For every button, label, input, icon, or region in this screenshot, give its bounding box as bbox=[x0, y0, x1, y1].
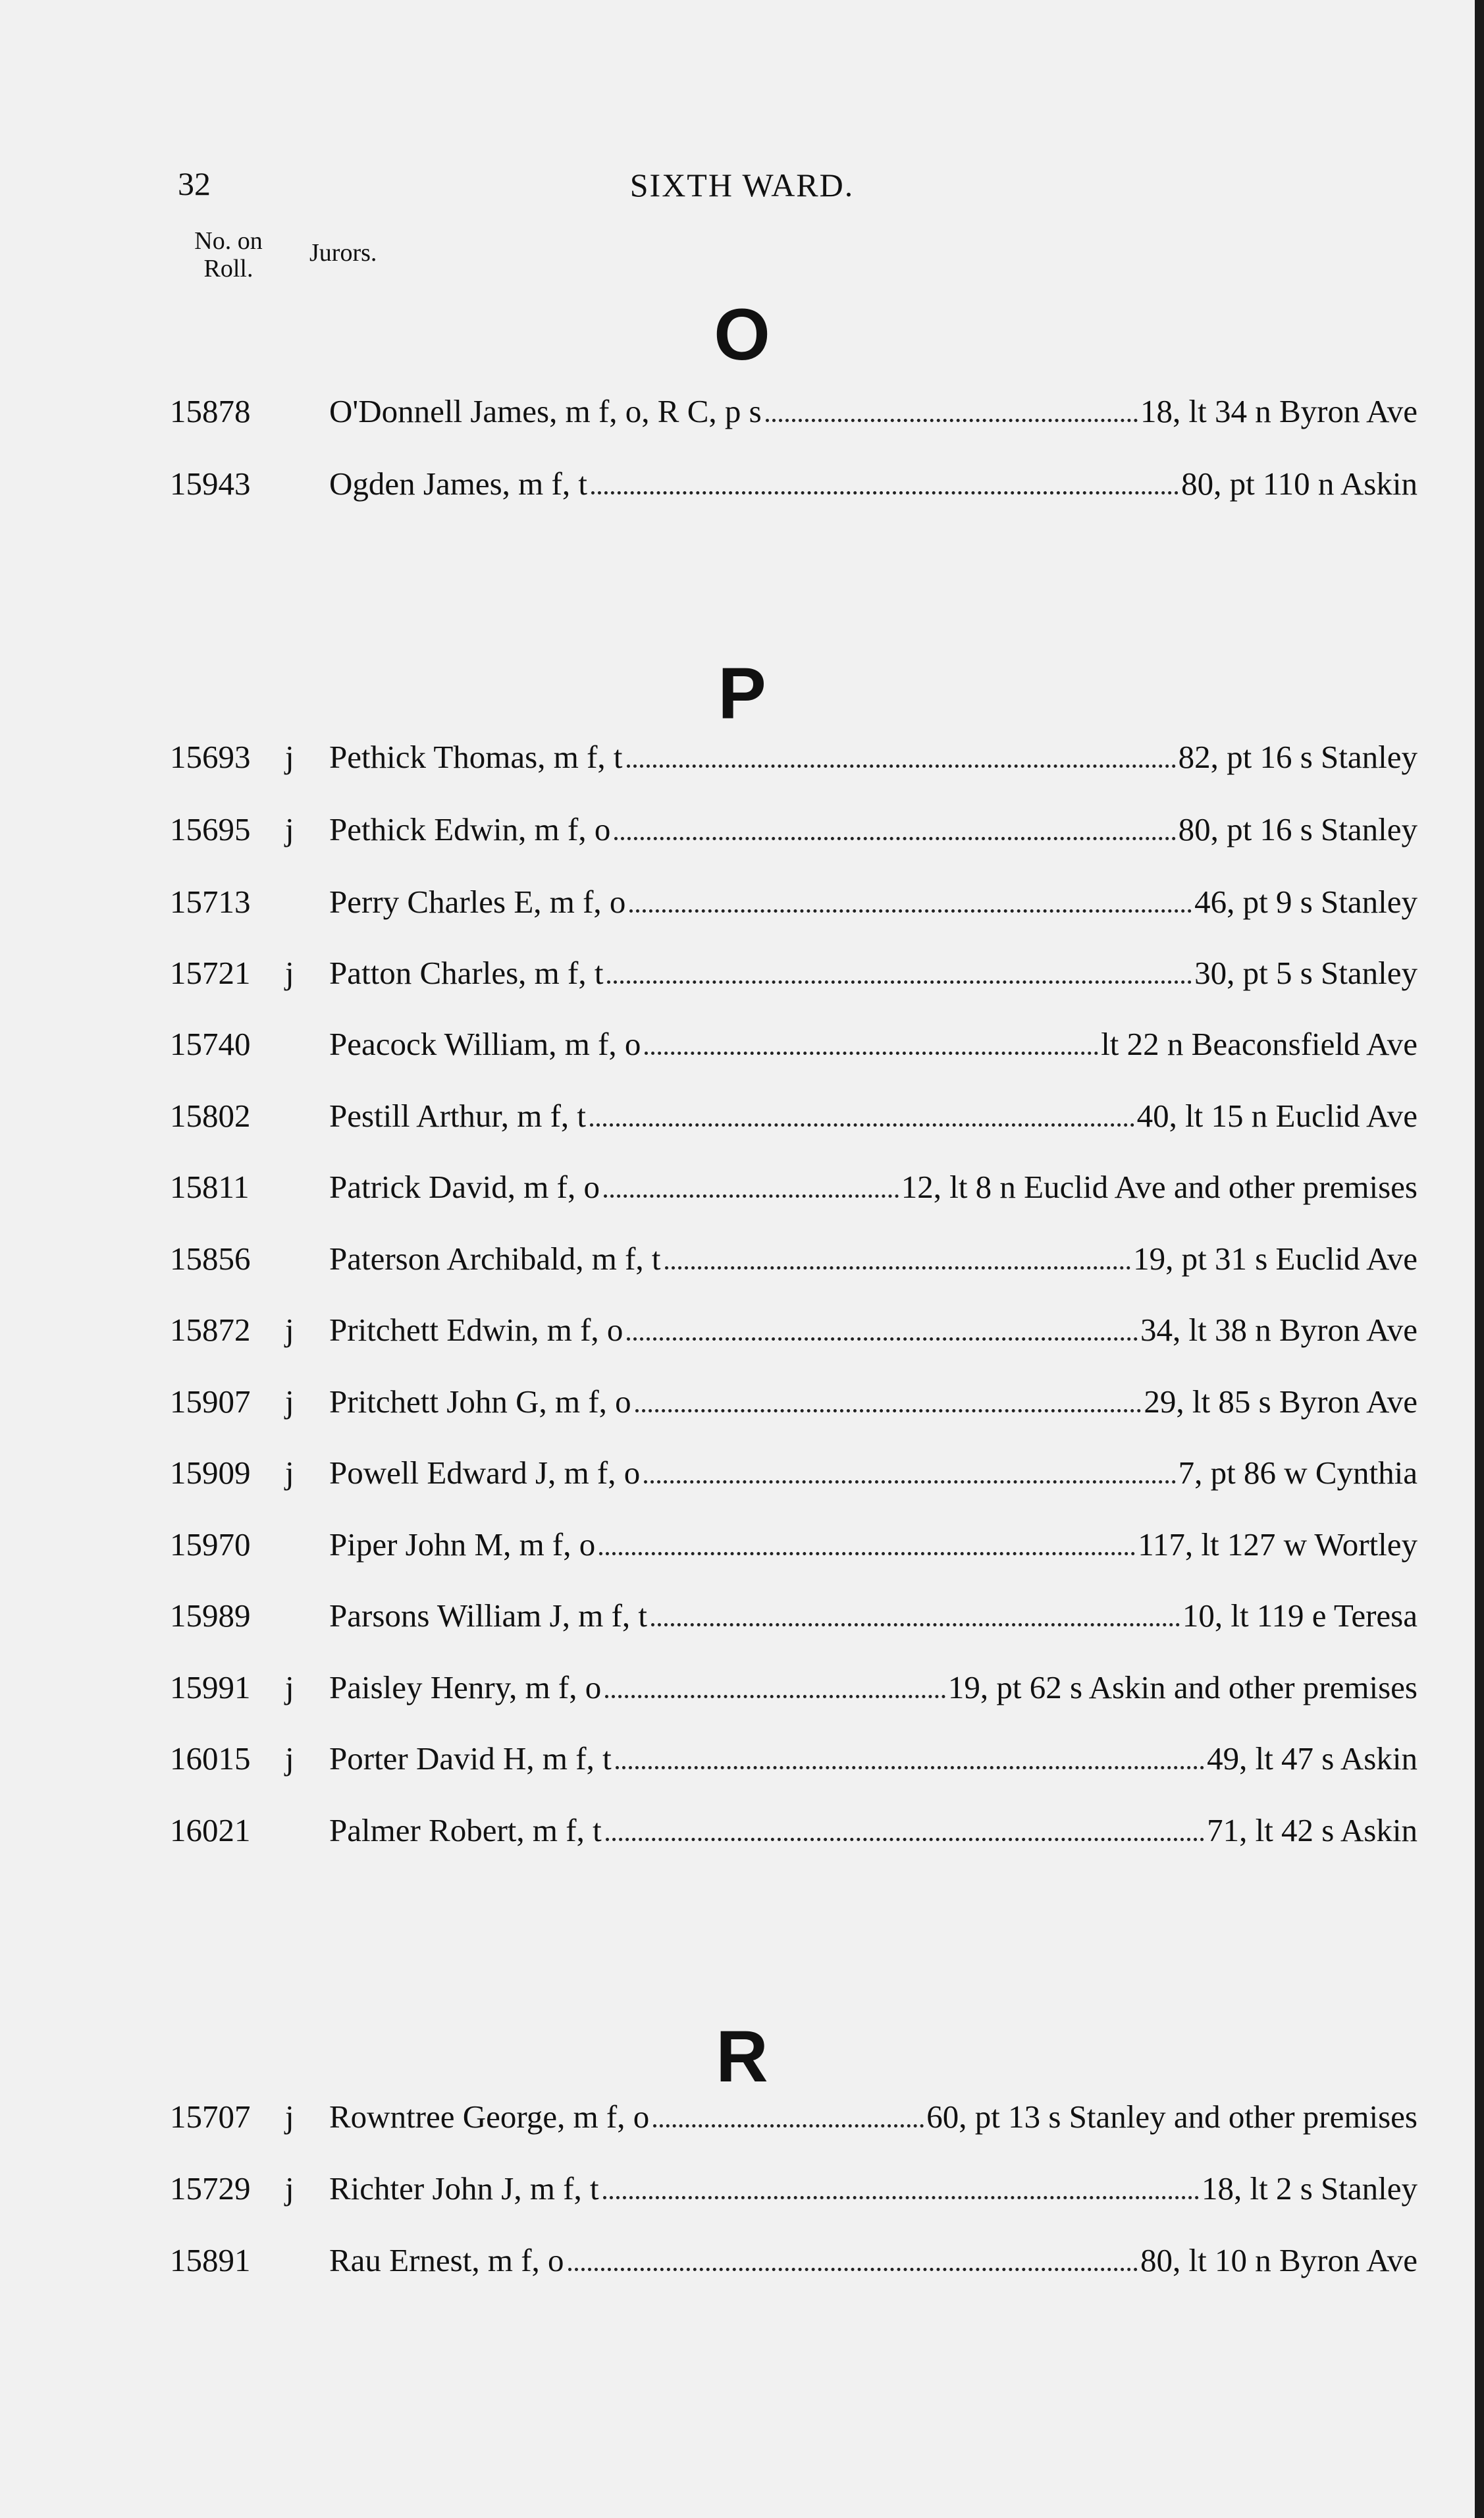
roll-number: 15943 bbox=[170, 466, 251, 502]
leader-dots bbox=[627, 1337, 1138, 1341]
juror-mark: j bbox=[285, 1455, 294, 1491]
column-header-number: No. on Roll. bbox=[194, 227, 263, 282]
roll-number: 15695 bbox=[170, 811, 251, 847]
roll-number: 15891 bbox=[170, 2242, 251, 2278]
juror-mark: j bbox=[285, 1312, 294, 1348]
roll-number: 15729 bbox=[170, 2170, 251, 2207]
list-item bbox=[170, 2237, 1418, 2284]
entry-name: Parsons William J, m f, t bbox=[329, 1597, 648, 1634]
roll-number: 16021 bbox=[170, 1812, 251, 1848]
entry-location: 18, lt 34 n Byron Ave bbox=[1140, 393, 1418, 429]
list-item bbox=[170, 1093, 1418, 1139]
entry-name: Perry Charles E, m f, o bbox=[329, 884, 626, 920]
entry-name: Pestill Arthur, m f, t bbox=[329, 1098, 587, 1134]
leader-dots bbox=[629, 909, 1192, 913]
roll-number: 15989 bbox=[170, 1597, 251, 1634]
page-edge-shadow bbox=[1475, 0, 1484, 2518]
juror-mark: j bbox=[285, 2170, 294, 2207]
leader-dots bbox=[627, 764, 1176, 768]
list-item bbox=[170, 1307, 1418, 1353]
roll-number: 15909 bbox=[170, 1455, 251, 1491]
list-item bbox=[170, 461, 1418, 507]
roll-number: 15707 bbox=[170, 2099, 251, 2135]
entry-location: 12, lt 8 n Euclid Ave and other premises bbox=[901, 1169, 1418, 1205]
leader-dots bbox=[590, 1123, 1134, 1127]
entry-location: 30, pt 5 s Stanley bbox=[1194, 955, 1418, 991]
entry-location: 10, lt 119 e Teresa bbox=[1182, 1597, 1418, 1634]
section-letter-r: R bbox=[716, 2016, 768, 2097]
list-item bbox=[170, 388, 1418, 435]
leader-dots bbox=[591, 491, 1179, 495]
entry-name: Powell Edward J, m f, o bbox=[329, 1455, 641, 1491]
entry-location: 80, pt 110 n Askin bbox=[1181, 466, 1418, 502]
roll-number: 15713 bbox=[170, 884, 251, 920]
entry-name: Peacock William, m f, o bbox=[329, 1026, 641, 1062]
list-item bbox=[170, 807, 1418, 853]
entry-name: Paisley Henry, m f, o bbox=[329, 1669, 602, 1705]
juror-mark: j bbox=[285, 811, 294, 847]
list-item bbox=[170, 879, 1418, 925]
entry-location: 19, pt 31 s Euclid Ave bbox=[1133, 1241, 1418, 1277]
juror-mark: j bbox=[285, 2099, 294, 2135]
list-item bbox=[170, 1021, 1418, 1067]
list-item bbox=[170, 2094, 1418, 2140]
entry-location: 19, pt 62 s Askin and other premises bbox=[947, 1669, 1418, 1705]
leader-dots bbox=[635, 1408, 1142, 1412]
juror-mark: j bbox=[285, 739, 294, 775]
list-item bbox=[170, 1164, 1418, 1210]
roll-number: 15740 bbox=[170, 1026, 251, 1062]
entry-location: lt 22 n Beaconsfield Ave bbox=[1101, 1026, 1418, 1062]
leader-dots bbox=[645, 1051, 1098, 1055]
entry-location: 46, pt 9 s Stanley bbox=[1194, 884, 1418, 920]
roll-number: 15878 bbox=[170, 393, 251, 429]
list-item bbox=[170, 950, 1418, 996]
column-header-jurors: Jurors. bbox=[309, 239, 377, 267]
entry-name: Richter John J, m f, t bbox=[329, 2170, 599, 2207]
entry-name: Paterson Archibald, m f, t bbox=[329, 1241, 661, 1277]
leader-dots bbox=[607, 980, 1192, 984]
leader-dots bbox=[599, 1551, 1135, 1555]
list-item bbox=[170, 1808, 1418, 1854]
leader-dots bbox=[616, 1765, 1204, 1769]
entry-name: Pethick Thomas, m f, t bbox=[329, 739, 623, 775]
roll-number: 15872 bbox=[170, 1312, 251, 1348]
entry-name: Patrick David, m f, o bbox=[329, 1169, 600, 1205]
roll-number: 16015 bbox=[170, 1740, 251, 1777]
list-item bbox=[170, 734, 1418, 780]
list-item bbox=[170, 1450, 1418, 1496]
roll-number: 15856 bbox=[170, 1241, 251, 1277]
entry-name: O'Donnell James, m f, o, R C, p s bbox=[329, 393, 762, 429]
juror-mark: j bbox=[285, 1669, 294, 1705]
list-item bbox=[170, 1593, 1418, 1639]
entry-location: 80, lt 10 n Byron Ave bbox=[1140, 2242, 1418, 2278]
juror-mark: j bbox=[285, 1740, 294, 1777]
entry-location: 29, lt 85 s Byron Ave bbox=[1144, 1383, 1418, 1420]
list-item bbox=[170, 1522, 1418, 1568]
entry-name: Rau Ernest, m f, o bbox=[329, 2242, 564, 2278]
leader-dots bbox=[644, 1480, 1175, 1484]
roll-number: 15811 bbox=[170, 1169, 250, 1205]
entry-name: Pritchett Edwin, m f, o bbox=[329, 1312, 623, 1348]
list-item bbox=[170, 2166, 1418, 2212]
leader-dots bbox=[651, 1622, 1180, 1626]
entry-location: 49, lt 47 s Askin bbox=[1207, 1740, 1418, 1777]
entry-location: 71, lt 42 s Askin bbox=[1207, 1812, 1418, 1848]
leader-dots bbox=[614, 836, 1175, 840]
entry-name: Pethick Edwin, m f, o bbox=[329, 811, 611, 847]
roll-number: 15721 bbox=[170, 955, 251, 991]
entry-name: Rowntree George, m f, o bbox=[329, 2099, 650, 2135]
entry-name: Piper John M, m f, o bbox=[329, 1526, 596, 1563]
entry-name: Palmer Robert, m f, t bbox=[329, 1812, 602, 1848]
leader-dots bbox=[653, 2124, 924, 2128]
leader-dots bbox=[606, 1837, 1204, 1841]
entry-location: 82, pt 16 s Stanley bbox=[1178, 739, 1418, 775]
entry-location: 60, pt 13 s Stanley and other premises bbox=[926, 2099, 1418, 2135]
section-letter-p: P bbox=[718, 653, 766, 734]
page-number: 32 bbox=[178, 165, 211, 202]
entry-location: 34, lt 38 n Byron Ave bbox=[1140, 1312, 1418, 1348]
entry-location: 117, lt 127 w Wortley bbox=[1138, 1526, 1418, 1563]
roll-number: 15991 bbox=[170, 1669, 251, 1705]
leader-dots bbox=[568, 2267, 1138, 2271]
leader-dots bbox=[603, 2195, 1199, 2199]
entry-location: 7, pt 86 w Cynthia bbox=[1178, 1455, 1418, 1491]
list-item bbox=[170, 1236, 1418, 1282]
entry-name: Ogden James, m f, t bbox=[329, 466, 587, 502]
list-item bbox=[170, 1736, 1418, 1782]
roll-number: 15907 bbox=[170, 1383, 251, 1420]
leader-dots bbox=[604, 1194, 899, 1198]
juror-mark: j bbox=[285, 955, 294, 991]
roll-number: 15693 bbox=[170, 739, 251, 775]
running-head: SIXTH WARD. bbox=[629, 167, 855, 203]
leader-dots bbox=[665, 1266, 1131, 1270]
roll-number: 15802 bbox=[170, 1098, 251, 1134]
leader-dots bbox=[766, 418, 1138, 422]
roll-number: 15970 bbox=[170, 1526, 251, 1563]
entry-name: Pritchett John G, m f, o bbox=[329, 1383, 631, 1420]
entry-location: 80, pt 16 s Stanley bbox=[1178, 811, 1418, 847]
list-item bbox=[170, 1665, 1418, 1711]
juror-mark: j bbox=[285, 1383, 294, 1420]
leader-dots bbox=[605, 1694, 945, 1698]
section-letter-o: O bbox=[714, 294, 770, 375]
entry-name: Porter David H, m f, t bbox=[329, 1740, 612, 1777]
entry-location: 18, lt 2 s Stanley bbox=[1201, 2170, 1418, 2207]
entry-location: 40, lt 15 n Euclid Ave bbox=[1136, 1098, 1418, 1134]
entry-name: Patton Charles, m f, t bbox=[329, 955, 604, 991]
list-item bbox=[170, 1379, 1418, 1425]
